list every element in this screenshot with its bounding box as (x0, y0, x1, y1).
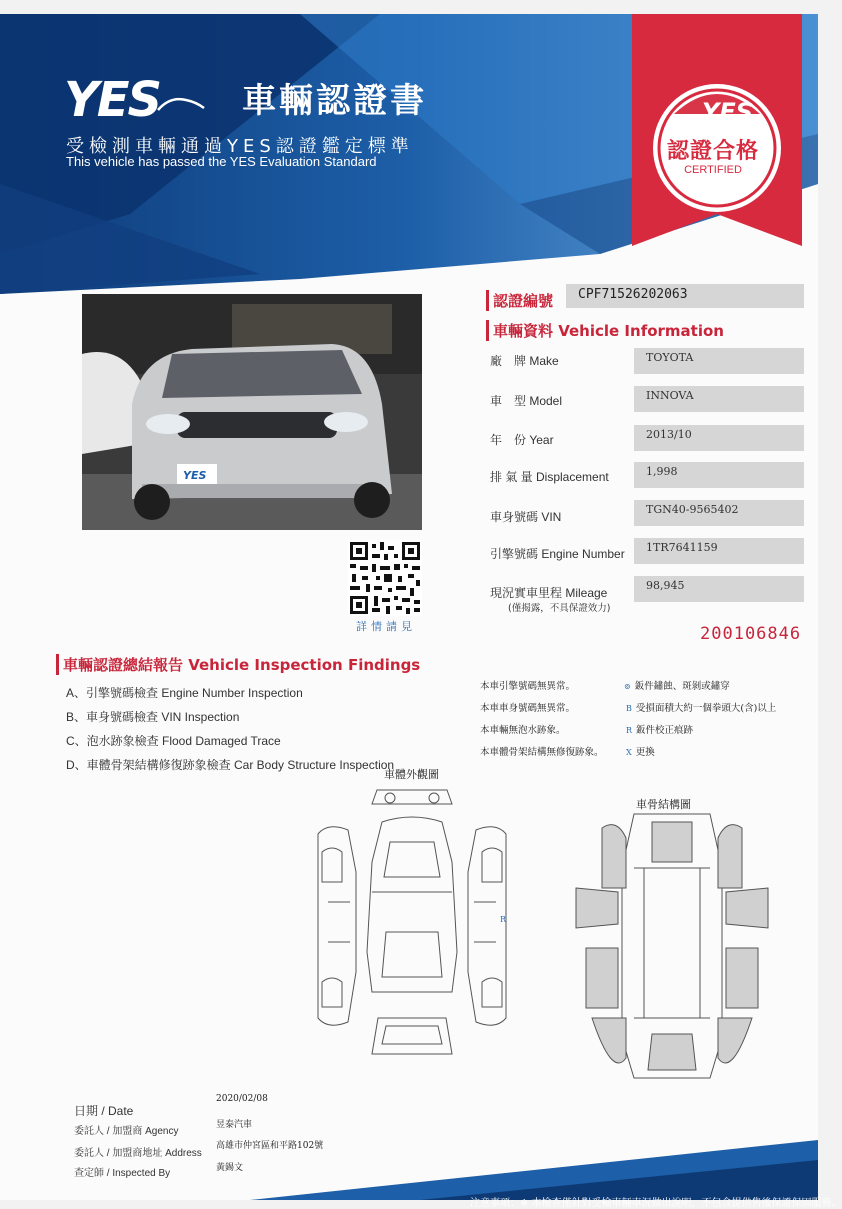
legend-text: 鈑件鏽蝕、斑剝或鏽穿 (634, 681, 730, 692)
year-label: 年 份 Year (490, 433, 554, 447)
finding-result: 本車輛無泡水跡象。 (480, 725, 566, 736)
legend-text: 鈑件校正痕跡 (636, 725, 694, 736)
make-label: 廠 牌 Make (490, 354, 559, 368)
car-swoosh-icon (156, 94, 206, 114)
exterior-diagram-title: 車體外觀圖 (384, 768, 439, 781)
report-number: 200106846 (700, 624, 802, 644)
model-label: 車 型 Model (490, 394, 563, 408)
agency-value: 昱泰汽車 (216, 1120, 253, 1130)
certificate-number-label: 認證編號 (486, 290, 553, 311)
finding-item: A、引擎號碼檢查 Engine Number Inspection (66, 686, 303, 700)
mileage-label: 現況實車里程 Mileage (490, 586, 608, 600)
make-value: TOYOTA (634, 348, 804, 374)
mileage-note: (僅揭露，不具保證效力) (508, 603, 611, 614)
finding-result: 本車車身號碼無異常。 (480, 703, 576, 714)
vin-label: 車身號碼 VIN (490, 510, 562, 524)
legend-text: 更換 (635, 747, 655, 758)
brand-logo: YES (64, 72, 161, 128)
finding-result: 本車引擎號碼無異常。 (480, 681, 576, 692)
certificate-page (0, 14, 842, 1209)
finding-result: 本車體骨架結構無修復跡象。 (480, 747, 604, 758)
legend-symbol: R (626, 726, 633, 735)
agency-label: 委託人 / 加盟商 Agency (74, 1126, 179, 1137)
model-value: INNOVA (634, 386, 804, 412)
footer-band (0, 1132, 818, 1200)
address-value: 高雄市仲宮區和平路102號 (216, 1141, 324, 1151)
legend-item (624, 678, 730, 692)
displacement-label: 排 氣 量 Displacement (490, 470, 609, 484)
mileage-value: 98,945 (634, 576, 804, 602)
inspector-label: 查定師 / Inspected By (74, 1168, 171, 1179)
legend-symbol: X (626, 748, 632, 757)
brand-header (64, 72, 427, 128)
finding-item: B、車身號碼檢查 VIN Inspection (66, 710, 240, 724)
vin-value: TGN40-9565402 (634, 500, 804, 526)
frame-diagram-title: 車骨結構圖 (636, 798, 691, 811)
badge-certified-text: 認證合格 (666, 139, 759, 164)
badge-certified-label: CERTIFIED (684, 164, 742, 176)
date-value: 2020/02/08 (216, 1094, 268, 1104)
legend-item (626, 744, 655, 758)
legend-text: 受損面積大約一個拳頭大(含)以上 (635, 703, 777, 714)
damage-marker-r: R (500, 915, 507, 924)
tagline-zh: 受檢測車輛通過YES認證鑑定標準 (66, 136, 414, 157)
finding-item: D、車體骨架結構修復跡象檢查 Car Body Structure Inspection (66, 758, 395, 772)
legend-item (626, 722, 693, 736)
legend-symbol: ⊚ (624, 682, 631, 691)
engine-number-value: 1TR7641159 (634, 538, 804, 564)
badge-logo: YES (702, 98, 754, 126)
exterior-diagram (312, 782, 512, 1062)
vehicle-info-title: 車輛資料 Vehicle Information (486, 320, 724, 341)
page-title: 車輛認證書 (242, 81, 428, 121)
plate-text: YES (183, 469, 207, 482)
vehicle-photo (82, 294, 422, 530)
engine-number-label: 引擎號碼 Engine Number (490, 547, 625, 561)
findings-title: 車輛認證總結報告 Vehicle Inspection Findings (56, 654, 420, 675)
frame-diagram (572, 808, 772, 1084)
inspector-value: 黃錫文 (216, 1163, 244, 1173)
qr-code[interactable] (348, 540, 422, 616)
year-value: 2013/10 (634, 425, 804, 451)
certified-ribbon (632, 14, 802, 246)
legend-item (626, 700, 776, 714)
tagline-en: This vehicle has passed the YES Evaluation Standard (66, 154, 377, 169)
certificate-number: CPF71526202063 (566, 284, 804, 308)
qr-caption: 詳情請見 (356, 620, 416, 633)
displacement-value: 1,998 (634, 462, 804, 488)
date-label: 日期 / Date (74, 1104, 134, 1118)
address-label: 委託人 / 加盟商地址 Address (74, 1148, 202, 1159)
footer-note: 注意事項：※ 本檢查僅針對受檢車輛車況做出說明，不包含提供售後保證保固服務。 (470, 1198, 842, 1209)
legend-symbol: B (626, 704, 632, 713)
finding-item: C、泡水跡象檢查 Flood Damaged Trace (66, 734, 281, 748)
